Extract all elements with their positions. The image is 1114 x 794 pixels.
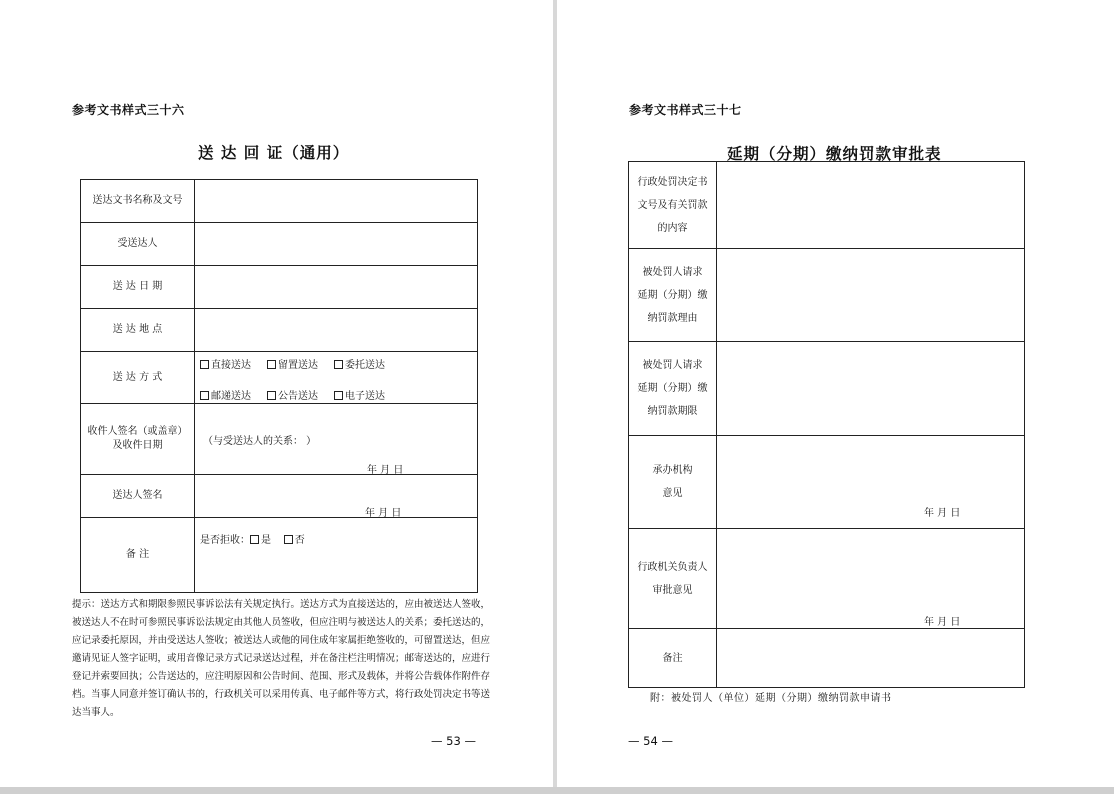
method-option: 公告送达 — [267, 387, 318, 402]
value-handling-opinion — [717, 436, 1025, 529]
date-ymd: 年 月 日 — [924, 508, 961, 519]
checkbox-icon — [200, 391, 209, 400]
label-signature-line2: 及收件日期 — [112, 440, 163, 451]
value-remarks-right — [717, 629, 1025, 688]
value-decision-content — [717, 162, 1025, 249]
method-option: 直接送达 — [200, 356, 251, 371]
label-handling-opinion: 承办机构 意见 — [629, 436, 717, 529]
date-ymd: 年 月 日 — [367, 465, 404, 476]
right-doc-label: 参考文书样式三十七 — [629, 103, 742, 117]
checkbox-icon — [267, 360, 276, 369]
date-ymd: 年 月 日 — [365, 508, 402, 519]
method-option: 委托送达 — [334, 356, 385, 371]
label-approval-opinion: 行政机关负责人 审批意见 — [629, 529, 717, 629]
method-option: 电子送达 — [334, 387, 385, 402]
value-request-reason — [717, 249, 1025, 342]
label-remarks: 备 注 — [81, 518, 195, 593]
checkbox-icon — [200, 360, 209, 369]
label-decision-content: 行政处罚决定书 文号及有关罚款 的内容 — [629, 162, 717, 249]
label-doc-name: 送达文书名称及文号 — [81, 180, 195, 223]
value-place — [195, 309, 478, 352]
label-signature — [81, 404, 195, 475]
checkbox-icon — [267, 391, 276, 400]
service-receipt-table — [80, 179, 478, 593]
date-ymd: 年 月 日 — [924, 617, 961, 628]
bottom-edge — [0, 787, 1114, 794]
value-doc-name — [195, 180, 478, 223]
value-method — [195, 352, 478, 404]
book-spine — [553, 0, 557, 794]
instructions-note: 提示：送达方式和期限参照民事诉讼法有关规定执行。送达方式为直接送达的，应由被送达人签收，被送达人不在时可参照民事诉讼法规定由其他人员签收，但应注明与被送达人的关系；委托送达的，应记录委托原因，并由受送达人签收；被送达人或他的同住成年家属拒绝签收的，可留置送达，但应邀请见证人签字证明，或用音像记录方式记录送达过程，并在备注栏注明情况；邮寄送达的，应进行登记并索要回执；公告送达的，应注明原因和公告时间、范围、形式及载体，并将公告载体作附件存档。当事人同意并签订确认书的，行政机关可以采用传真、电子邮件等方式，将行政处罚决定书等送达当事人。 — [72, 599, 491, 718]
page-number-left: — 53 — — [431, 734, 476, 748]
label-signature-line1: 收件人签名（或盖章） — [87, 426, 188, 437]
value-request-period — [717, 342, 1025, 436]
right-title: 延期（分期）缴纳罚款审批表 — [727, 145, 942, 163]
label-place: 送 达 地 点 — [81, 309, 195, 352]
label-remarks-right: 备注 — [629, 629, 717, 688]
attachment-note: 附：被处罚人（单位）延期（分期）缴纳罚款申请书 — [650, 693, 892, 704]
value-date — [195, 266, 478, 309]
left-doc-label: 参考文书样式三十六 — [72, 103, 185, 117]
refuse-field: 是否拒收： 是 否 — [200, 535, 305, 546]
label-request-period: 被处罚人请求 延期（分期）缴 纳罚款期限 — [629, 342, 717, 436]
label-date: 送 达 日 期 — [81, 266, 195, 309]
value-approval-opinion — [717, 529, 1025, 629]
page-number-right: — 54 — — [628, 734, 673, 748]
checkbox-icon — [250, 535, 259, 544]
method-option: 邮递送达 — [200, 387, 251, 402]
deferred-fine-approval-table — [628, 161, 1025, 688]
label-server-signature: 送达人签名 — [81, 475, 195, 518]
value-server-signature — [195, 475, 478, 518]
relation-text: （与受送达人的关系： ） — [203, 436, 317, 447]
checkbox-icon — [284, 535, 293, 544]
checkbox-icon — [334, 360, 343, 369]
left-title: 送 达 回 证（通用） — [198, 144, 350, 162]
value-remarks — [195, 518, 478, 593]
label-recipient: 受送达人 — [81, 223, 195, 266]
label-method: 送 达 方 式 — [81, 352, 195, 404]
value-signature — [195, 404, 478, 475]
checkbox-icon — [334, 391, 343, 400]
value-recipient — [195, 223, 478, 266]
label-request-reason: 被处罚人请求 延期（分期）缴 纳罚款理由 — [629, 249, 717, 342]
method-option: 留置送达 — [267, 356, 318, 371]
